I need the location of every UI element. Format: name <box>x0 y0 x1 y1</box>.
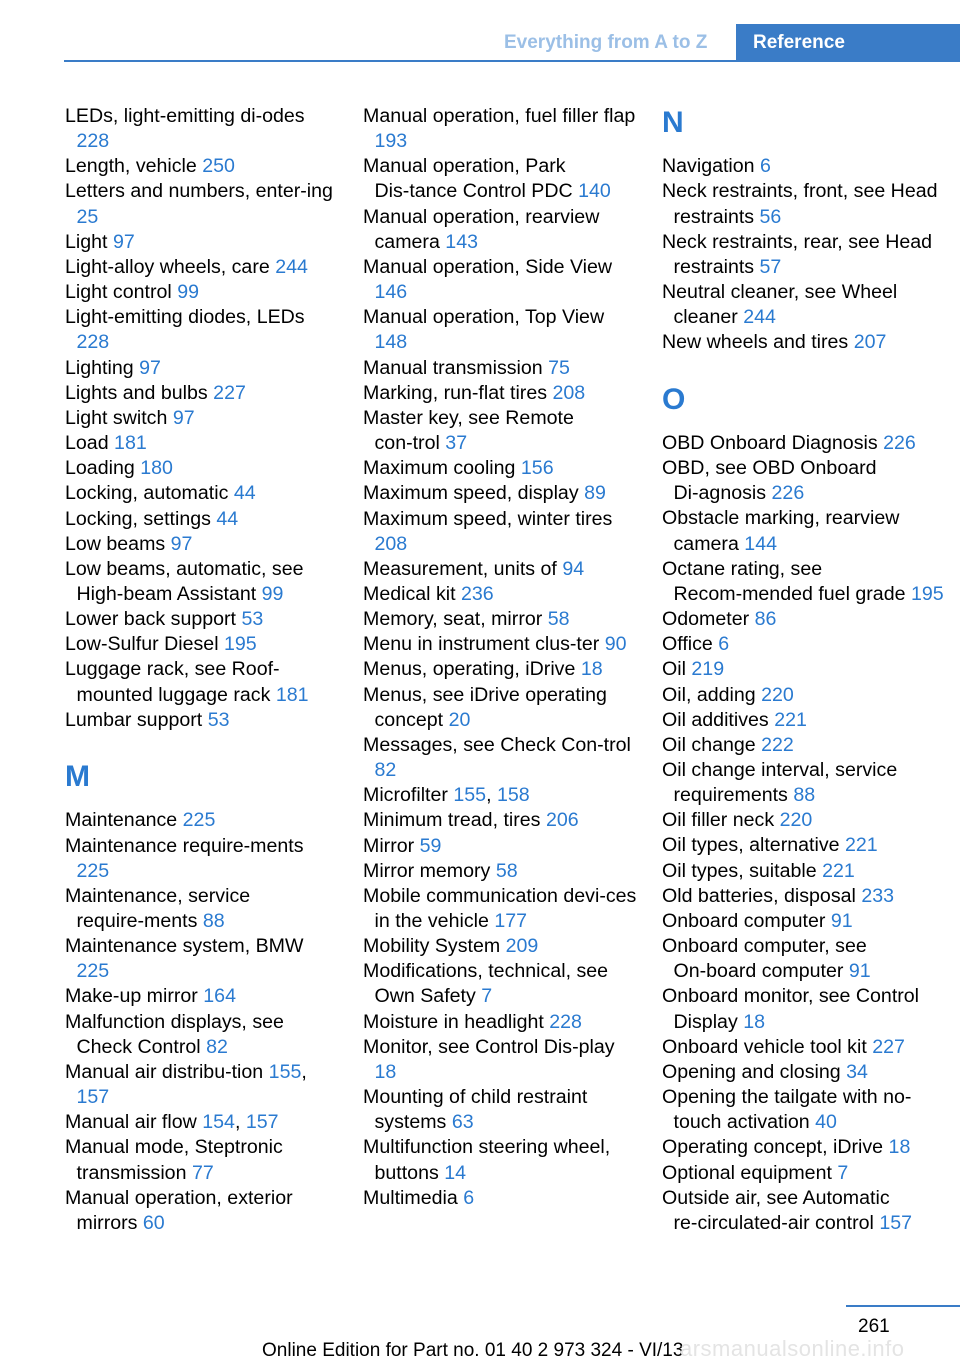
footer-divider <box>846 1305 960 1307</box>
index-entry-text: Low beams, automatic, see High-beam Assistant <box>65 557 304 605</box>
index-entry <box>65 104 340 154</box>
index-entry <box>662 557 947 607</box>
index-entry <box>65 1135 340 1185</box>
index-entry-text: Low beams <box>65 532 166 555</box>
index-entry <box>363 683 638 733</box>
index-entry-text: Light-alloy wheels, care <box>65 255 270 278</box>
index-entry-text: Opening and closing <box>662 1060 841 1083</box>
index-entry-text: Marking, run-flat tires <box>363 381 548 404</box>
page-link[interactable]: 57 <box>759 255 782 278</box>
page-link[interactable]: 77 <box>191 1161 214 1184</box>
page-link[interactable]: 227 <box>213 381 246 404</box>
index-entry-text: Oil <box>662 658 686 681</box>
page-link[interactable]: 7 <box>481 985 493 1008</box>
page-link[interactable]: 82 <box>374 759 397 782</box>
index-entry-text: Multifunction steering wheel, buttons <box>363 1136 611 1184</box>
index-entry-text: Oil types, alternative <box>662 834 840 857</box>
page-link[interactable]: 221 <box>844 834 878 857</box>
page-link[interactable]: 157 <box>879 1211 913 1234</box>
index-entry <box>65 305 340 355</box>
index-entry-text: Outside air, see Automatic re‑circulated-air control <box>662 1186 890 1234</box>
index-entry <box>363 1035 638 1085</box>
section-spacer <box>662 356 947 381</box>
index-entry <box>363 1085 638 1135</box>
index-entry <box>662 1060 947 1085</box>
page-link[interactable]: 6 <box>760 155 771 178</box>
index-entry <box>363 959 638 1009</box>
header-divider <box>64 60 960 62</box>
index-entry-text: Obstacle marking, rearview camera <box>662 507 900 555</box>
index-entry-text: Measurement, units of <box>363 557 557 580</box>
page-link[interactable]: 6 <box>718 633 730 656</box>
index-entry-text: Load <box>65 432 109 455</box>
page-link[interactable]: 226 <box>883 431 916 454</box>
page-link[interactable]: 91 <box>848 960 871 983</box>
index-entry-text: Maximum cooling <box>363 457 516 480</box>
index-entry <box>662 1035 947 1060</box>
index-entry <box>662 1085 947 1135</box>
header-reference-tab[interactable]: Reference <box>736 24 960 62</box>
page-link[interactable]: 209 <box>505 935 539 958</box>
index-entry-text: Optional equipment <box>662 1161 832 1184</box>
index-entry <box>363 632 638 657</box>
index-entry <box>662 506 947 556</box>
index-entry: Microfilter 155, 158 <box>363 784 530 807</box>
page-link[interactable]: 244 <box>275 255 308 278</box>
index-entry: Manual air distribu‑tion 155, 157 <box>65 1060 307 1109</box>
index-entry-text: Light control <box>65 281 172 304</box>
page-link[interactable]: 53 <box>207 708 230 731</box>
index-entry <box>363 834 638 859</box>
index-entry-text: Menu in instrument clus‑ter <box>363 633 600 656</box>
index-entry-text: Onboard vehicle tool kit <box>662 1035 867 1058</box>
index-entry-text: Low-Sulfur Diesel <box>65 633 219 656</box>
page-link[interactable]: 18 <box>743 1010 765 1033</box>
page-link[interactable]: 180 <box>140 457 173 480</box>
page-link[interactable]: 44 <box>216 507 239 530</box>
page-link[interactable]: 244 <box>743 306 776 329</box>
index-entry-text: Maximum speed, winter tires <box>363 507 613 530</box>
index-entry-text: Oil change interval, service requirements <box>662 759 898 807</box>
index-entry <box>65 834 340 884</box>
index-entry <box>363 607 638 632</box>
index-entry-text: Malfunction displays, see Check Control <box>65 1010 284 1058</box>
page-link[interactable]: 34 <box>846 1060 868 1083</box>
page-link[interactable]: 181 <box>275 683 309 706</box>
page-link[interactable]: 40 <box>815 1111 837 1134</box>
index-entry-text: Onboard monitor, see Control Display <box>662 985 920 1033</box>
index-entry-text: Length, vehicle <box>65 155 197 178</box>
page-link[interactable]: 208 <box>374 532 408 555</box>
index-entry-text: Oil types, suitable <box>662 859 817 882</box>
index-entry-text: Manual air flow <box>65 1111 197 1134</box>
index-entry <box>662 330 947 355</box>
page-link[interactable]: 227 <box>872 1035 905 1058</box>
index-entry <box>662 456 947 506</box>
index-entry <box>662 984 947 1034</box>
index-entry-text: Luggage rack, see Roof-mounted luggage rack <box>65 658 280 706</box>
index-entry <box>662 230 947 280</box>
index-entry-text: Opening the tailgate with no-touch activation <box>662 1086 912 1134</box>
page-link[interactable]: 44 <box>233 482 256 505</box>
index-entry-text: Mirror <box>363 834 415 857</box>
page-link[interactable]: 155 <box>453 784 487 807</box>
section-letter: M <box>65 760 90 794</box>
page-link[interactable]: 14 <box>444 1161 467 1184</box>
page-link[interactable]: 97 <box>139 356 161 379</box>
edition-footer: Online Edition for Part no. 01 40 2 973 324 - VI/13 <box>262 1340 684 1361</box>
index-entry <box>662 657 947 682</box>
index-entry <box>662 632 947 657</box>
index-entry <box>662 884 947 909</box>
index-entry <box>662 1135 947 1160</box>
page-link[interactable]: 97 <box>172 406 195 429</box>
index-entry-text: Neck restraints, front, see Head restraints <box>662 180 938 228</box>
page-link[interactable]: 208 <box>552 381 586 404</box>
page-link[interactable]: 63 <box>451 1111 474 1134</box>
index-entry-text: Messages, see Check Con‑trol <box>363 733 631 756</box>
index-entry <box>662 1186 947 1236</box>
index-entry-text: Menus, operating, iDrive <box>363 658 576 681</box>
index-entry <box>363 1010 638 1035</box>
index-entry <box>363 1135 638 1185</box>
index-entry: Manual air flow 154, 157 <box>65 1111 279 1134</box>
index-entry <box>662 859 947 884</box>
index-entry-text: Maintenance system, BMW <box>65 935 304 958</box>
page-link[interactable]: 91 <box>830 909 853 932</box>
index-entry-text: Navigation <box>662 155 755 178</box>
index-entry <box>65 507 340 532</box>
index-entry-text: Locking, automatic <box>65 482 229 505</box>
index-entry <box>65 280 340 305</box>
page-link[interactable]: 89 <box>584 482 606 505</box>
index-entry <box>65 154 340 179</box>
index-entry-text: Lumbar support <box>65 708 203 731</box>
index-entry <box>363 406 638 456</box>
index-entry-text: Modifications, technical, see Own Safety <box>363 960 609 1008</box>
page-link[interactable]: 156 <box>520 457 554 480</box>
page-link[interactable]: 94 <box>562 557 585 580</box>
index-entry-text: Master key, see Remote con‑trol <box>363 406 574 455</box>
index-entry <box>662 708 947 733</box>
index-entry-text: Oil filler neck <box>662 809 775 832</box>
index-entry <box>65 657 340 707</box>
index-entry-text: Mounting of child restraint systems <box>363 1086 588 1134</box>
watermark: arsmanualsonline.info <box>680 1336 905 1361</box>
page-link[interactable]: 157 <box>245 1111 279 1134</box>
page-link[interactable]: 144 <box>744 532 777 555</box>
index-entry <box>363 305 638 355</box>
index-entry <box>65 632 340 657</box>
page-link[interactable]: 146 <box>374 281 408 304</box>
index-entry-text: Manual operation, Park Dis‑tance Control PDC <box>363 155 573 203</box>
page-link[interactable]: 236 <box>461 582 494 605</box>
index-entry-text: Oil, adding <box>662 683 756 706</box>
page-link[interactable]: 157 <box>76 1086 110 1109</box>
index-entry-text: New wheels and tires <box>662 331 849 354</box>
index-entry <box>65 708 340 733</box>
index-entry-text: Maximum speed, display <box>363 482 579 505</box>
page-link[interactable]: 221 <box>774 708 807 731</box>
page-link[interactable]: 99 <box>177 281 199 304</box>
index-entry <box>363 657 638 682</box>
index-entry-text: Menus, see iDrive operating concept <box>363 683 607 731</box>
page-link[interactable]: 206 <box>545 809 579 832</box>
index-entry <box>363 557 638 582</box>
page-link[interactable]: 18 <box>580 658 603 681</box>
index-entry-text: Maintenance, service require‑ments <box>65 884 251 932</box>
index-entry-text: Onboard computer, see On‑board computer <box>662 935 867 983</box>
index-entry-text: Manual mode, Steptronic transmission <box>65 1136 283 1184</box>
index-entry <box>65 557 340 607</box>
index-entry <box>662 154 947 179</box>
index-entry-text: Maintenance require‑ments <box>65 834 304 857</box>
page-number: 261 <box>858 1316 890 1337</box>
index-entry-text: Microfilter <box>363 784 448 807</box>
index-entry <box>662 1161 947 1186</box>
index-entry <box>65 532 340 557</box>
page-link[interactable]: 225 <box>76 859 110 882</box>
index-entry-text: Minimum tread, tires <box>363 809 541 832</box>
page-link[interactable]: 225 <box>76 960 110 983</box>
index-entry <box>65 406 340 431</box>
page-link[interactable]: 88 <box>793 784 816 807</box>
page-link[interactable]: 59 <box>419 834 442 857</box>
page-link[interactable]: 25 <box>76 205 99 228</box>
index-entry-text: Manual operation, exterior mirrors <box>65 1186 293 1234</box>
index-entry-text: Neck restraints, rear, see Head restraints <box>662 230 933 278</box>
index-entry-text: Manual operation, rearview camera <box>363 205 600 253</box>
index-entry <box>662 808 947 833</box>
index-entry <box>662 909 947 934</box>
index-entry-text: Lower back support <box>65 608 236 631</box>
index-entry-text: Oil change <box>662 733 756 756</box>
index-entry <box>65 356 340 381</box>
index-entry <box>363 859 638 884</box>
index-entry <box>363 205 638 255</box>
page-link[interactable]: 155 <box>268 1060 302 1083</box>
index-entry-text: Loading <box>65 457 135 480</box>
index-entry-text: OBD Onboard Diagnosis <box>662 431 878 454</box>
page-link[interactable]: 7 <box>837 1161 849 1184</box>
page-link[interactable]: 195 <box>224 633 257 656</box>
page-link[interactable]: 181 <box>114 432 147 455</box>
index-entry-text: Moisture in headlight <box>363 1010 544 1033</box>
page-link[interactable]: 143 <box>445 230 478 253</box>
page-link[interactable]: 56 <box>759 205 782 228</box>
index-column-3 <box>662 104 947 1236</box>
index-entry <box>65 934 340 984</box>
index-entry-text: Locking, settings <box>65 507 211 530</box>
index-entry-text: Manual operation, fuel filler flap <box>363 105 636 127</box>
index-entry <box>65 456 340 481</box>
index-entry <box>363 808 638 833</box>
page-link[interactable]: 221 <box>822 859 855 882</box>
index-entry-text: Octane rating, see Recom‑mended fuel grade <box>662 557 906 605</box>
page-link[interactable]: 154 <box>202 1111 235 1134</box>
index-entry-text: Light-emitting diodes, LEDs <box>65 306 305 329</box>
index-entry <box>363 934 638 959</box>
page-link[interactable]: 53 <box>241 608 264 631</box>
page-link[interactable]: 228 <box>76 130 110 153</box>
page-link[interactable]: 222 <box>761 733 794 756</box>
page-link[interactable]: 60 <box>142 1211 165 1234</box>
page-link[interactable]: 195 <box>910 582 944 605</box>
index-entry-text: Manual operation, Top View <box>363 306 605 329</box>
index-entry-text: Lights and bulbs <box>65 381 208 404</box>
index-entry-text: Onboard computer <box>662 909 826 932</box>
page-link[interactable]: 228 <box>549 1010 582 1033</box>
index-entry <box>363 733 638 783</box>
index-entry-text: Lighting <box>65 356 134 379</box>
page-link[interactable]: 90 <box>604 633 627 656</box>
index-entry-text: Operating concept, iDrive <box>662 1136 884 1159</box>
index-entry-text: Oil additives <box>662 708 769 731</box>
index-entry <box>662 733 947 758</box>
page-link[interactable]: 97 <box>112 230 135 253</box>
index-entry <box>363 255 638 305</box>
page-link[interactable]: 225 <box>182 809 216 832</box>
page-link[interactable]: 164 <box>203 985 236 1008</box>
page-link[interactable]: 140 <box>578 180 611 203</box>
section-letter: N <box>662 106 684 139</box>
index-entry-text: Old batteries, disposal <box>662 884 856 907</box>
index-entry-text: Letters and numbers, enter‑ing <box>65 180 333 203</box>
page-link[interactable]: 233 <box>861 884 895 907</box>
index-entry <box>363 507 638 557</box>
index-entry-text: Mobility System <box>363 935 501 958</box>
index-entry <box>363 154 638 204</box>
index-entry <box>363 1186 638 1211</box>
index-entry-text: Medical kit <box>363 582 456 605</box>
index-entry <box>363 356 638 381</box>
index-entry-text: Manual operation, Side View <box>363 255 613 278</box>
index-column-2 <box>363 104 638 1211</box>
index-entry <box>65 431 340 456</box>
page-link[interactable]: 86 <box>754 608 777 631</box>
index-entry <box>65 481 340 506</box>
index-entry <box>65 984 340 1009</box>
page-link[interactable]: 193 <box>374 130 408 153</box>
page-link[interactable]: 220 <box>779 809 813 832</box>
page-link[interactable]: 250 <box>202 155 235 178</box>
index-entry-text: OBD, see OBD Onboard Di‑agnosis <box>662 457 877 505</box>
page-link[interactable]: 226 <box>771 482 805 505</box>
index-entry-text: Manual transmission <box>363 356 543 379</box>
index-entry <box>65 230 340 255</box>
page-link[interactable]: 207 <box>853 331 887 354</box>
header-section-title: Everything from A to Z <box>504 32 708 53</box>
section-spacer <box>65 733 340 758</box>
page-link[interactable]: 158 <box>496 784 530 807</box>
index-entry <box>662 934 947 984</box>
index-entry <box>65 1186 340 1236</box>
page-link[interactable]: 97 <box>170 532 193 555</box>
index-entry <box>662 683 947 708</box>
page-link[interactable]: 18 <box>888 1136 911 1159</box>
page-link[interactable]: 37 <box>445 432 468 455</box>
index-entry <box>662 280 947 330</box>
index-entry <box>363 481 638 506</box>
index-entry-text: Odometer <box>662 608 750 631</box>
page-link[interactable]: 88 <box>202 909 225 932</box>
page-link[interactable]: 58 <box>495 859 518 882</box>
index-column-1 <box>65 104 340 1236</box>
index-entry <box>662 758 947 808</box>
page-link[interactable]: 18 <box>374 1060 397 1083</box>
page-link[interactable]: 6 <box>463 1186 475 1209</box>
index-entry-text: Mirror memory <box>363 859 491 882</box>
index-entry <box>662 179 947 229</box>
page-link[interactable]: 82 <box>206 1035 228 1058</box>
index-entry-text: Mobile communication devi‑ces in the vehicle <box>363 884 637 932</box>
index-entry-text: Monitor, see Control Dis‑play <box>363 1035 615 1058</box>
index-entry <box>65 179 340 229</box>
page-link[interactable]: 148 <box>374 331 408 354</box>
index-entry <box>662 431 947 456</box>
index-entry <box>363 582 638 607</box>
index-entry-text: Memory, seat, mirror <box>363 608 543 631</box>
page-link[interactable]: 75 <box>548 356 570 379</box>
index-entry <box>363 104 638 154</box>
page-link[interactable]: 220 <box>761 683 794 706</box>
index-entry <box>65 808 340 833</box>
index-entry-text: Maintenance <box>65 809 178 832</box>
index-entry <box>65 255 340 280</box>
page-link[interactable]: 58 <box>547 608 570 631</box>
page-link[interactable]: 228 <box>76 331 110 354</box>
index-entry <box>363 884 638 934</box>
index-entry-text: Office <box>662 633 713 656</box>
page-link[interactable]: 219 <box>691 658 725 681</box>
index-entry <box>65 381 340 406</box>
page-link[interactable]: 99 <box>261 582 284 605</box>
index-entry <box>662 607 947 632</box>
index-entry-text: LEDs, light-emitting di‑odes <box>65 105 305 127</box>
index-entry-text: Multimedia <box>363 1186 458 1209</box>
index-entry <box>662 833 947 858</box>
index-entry <box>65 1010 340 1060</box>
index-entry <box>65 607 340 632</box>
index-entry-text: Make-up mirror <box>65 985 198 1008</box>
page-link[interactable]: 177 <box>494 910 528 932</box>
index-entry-text: Light switch <box>65 406 168 429</box>
index-entry <box>363 381 638 406</box>
page-link[interactable]: 20 <box>448 708 471 731</box>
index-entry-text: Manual air distribu‑tion <box>65 1060 264 1083</box>
index-entry-text: Neutral cleaner, see Wheel cleaner <box>662 281 898 329</box>
index-entry <box>65 884 340 934</box>
index-entry-text: Light <box>65 230 108 253</box>
index-entry <box>363 456 638 481</box>
section-letter: O <box>662 382 686 416</box>
